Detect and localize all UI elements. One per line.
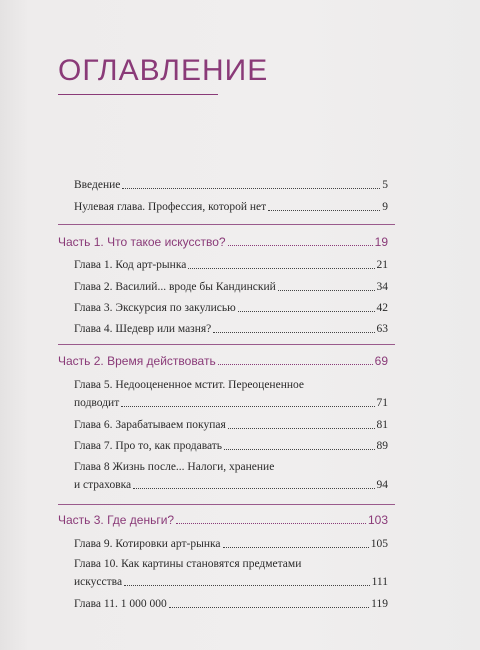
entry-page: 21 — [376, 259, 388, 271]
title-underline — [58, 94, 218, 95]
entry-title: Глава 1. Код арт-рынка — [74, 259, 187, 271]
entry-title-line1: Глава 10. Как картины становятся предметами — [74, 558, 302, 570]
dot-leader — [169, 607, 369, 608]
entry-title: Нулевая глава. Профессия, которой нет — [74, 201, 267, 213]
toc-entry-chapter-11[interactable] — [74, 597, 388, 611]
entry-page: 81 — [376, 419, 388, 431]
dot-leader — [213, 332, 374, 333]
entry-page: 34 — [376, 281, 388, 293]
entry-title: Глава 7. Про то, как продавать — [74, 440, 223, 452]
part-page: 69 — [374, 354, 388, 368]
entry-page: 71 — [376, 397, 388, 409]
entry-title-line2: искусства — [74, 576, 123, 588]
dot-leader — [228, 428, 375, 429]
dot-leader — [278, 290, 375, 291]
toc-entry-chapter-4[interactable] — [74, 322, 388, 336]
entry-title: Глава 6. Зарабатываем покупая — [74, 419, 226, 431]
toc-entry-chapter-5[interactable] — [74, 378, 388, 410]
toc-entry-chapter-10[interactable] — [74, 557, 388, 589]
toc-part-2[interactable] — [58, 354, 388, 368]
part-page: 19 — [374, 235, 388, 249]
toc-entry-chapter-8[interactable] — [74, 460, 388, 492]
entry-page: 105 — [370, 538, 388, 550]
section-divider — [58, 344, 395, 345]
dot-leader — [121, 406, 374, 407]
dot-leader — [133, 488, 374, 489]
entry-title-line1: Глава 5. Недооцененное мстит. Переоцененное — [74, 379, 304, 391]
entry-page: 111 — [371, 576, 388, 588]
entry-page: 63 — [376, 323, 388, 335]
entry-title-line2: подводит — [74, 397, 120, 409]
page-title: ОГЛАВЛЕНИЕ — [58, 54, 269, 87]
toc-part-3[interactable] — [58, 513, 388, 527]
entry-title: Введение — [74, 179, 121, 191]
dot-leader — [223, 547, 369, 548]
dot-leader — [122, 188, 380, 189]
dot-leader — [124, 585, 370, 586]
part-page: 103 — [367, 513, 388, 527]
entry-title: Глава 4. Шедевр или мазня? — [74, 323, 212, 335]
entry-page: 9 — [382, 201, 388, 213]
toc-part-1[interactable] — [58, 235, 388, 249]
dot-leader — [238, 311, 375, 312]
entry-page: 119 — [371, 598, 388, 610]
toc-entry-chapter-9[interactable] — [74, 537, 388, 551]
entry-title: Глава 2. Василий... вроде бы Кандинский — [74, 281, 276, 293]
toc-entry-zero-chapter[interactable] — [74, 200, 388, 214]
toc-entry-intro[interactable] — [74, 178, 388, 192]
entry-page: 89 — [376, 440, 388, 452]
section-divider — [58, 224, 395, 225]
part-title: Часть 3. Где деньги? — [58, 513, 175, 527]
dot-leader — [268, 210, 380, 211]
entry-page: 94 — [376, 479, 388, 491]
toc-entry-chapter-6[interactable] — [74, 418, 388, 432]
part-title: Часть 1. Что такое искусство? — [58, 235, 226, 249]
dot-leader — [176, 523, 366, 524]
dot-leader — [228, 245, 373, 246]
entry-page: 42 — [376, 302, 388, 314]
toc-entry-chapter-1[interactable] — [74, 258, 388, 272]
section-divider — [58, 504, 395, 505]
entry-page: 5 — [382, 179, 388, 191]
dot-leader — [224, 449, 374, 450]
dot-leader — [218, 364, 373, 365]
entry-title-line1: Глава 8 Жизнь после... Налоги, хранение — [74, 461, 275, 473]
toc-entry-chapter-3[interactable] — [74, 301, 388, 315]
dot-leader — [188, 268, 374, 269]
entry-title-line2: и страховка — [74, 479, 132, 491]
entry-title: Глава 9. Котировки арт-рынка — [74, 538, 221, 550]
toc-entry-chapter-7[interactable] — [74, 439, 388, 453]
toc-entry-chapter-2[interactable] — [74, 280, 388, 294]
entry-title: Глава 3. Экскурсия по закулисью — [74, 302, 236, 314]
part-title: Часть 2. Время действовать — [58, 354, 216, 368]
entry-title: Глава 11. 1 000 000 — [74, 598, 167, 610]
